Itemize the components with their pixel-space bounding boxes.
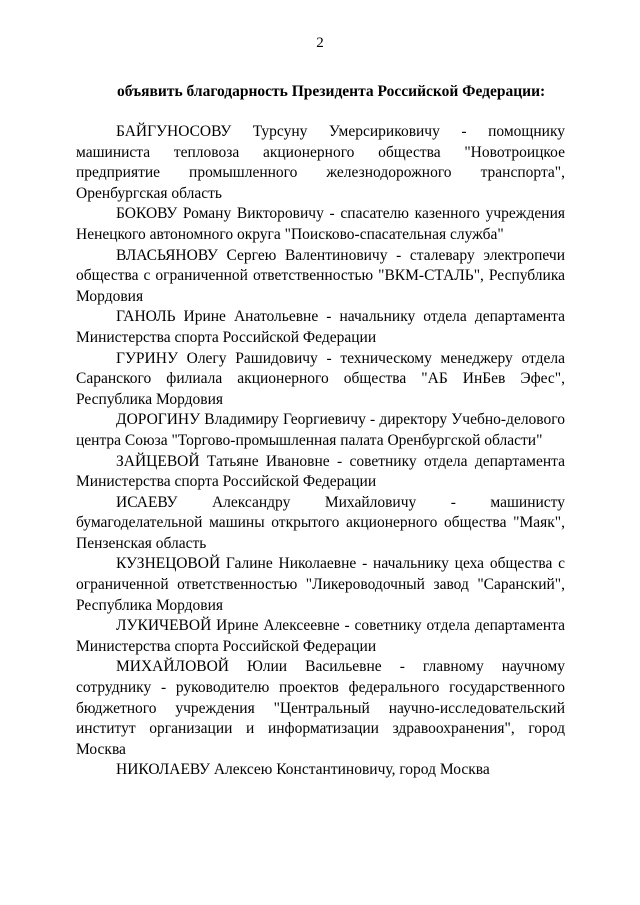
award-entry: ГАНОЛЬ Ирине Анатольевне - начальнику отдела департамента Министерства спорта Российской Федерации [76,308,565,346]
page-number: 2 [316,35,324,51]
award-entry: КУЗНЕЦОВОЙ Галине Николаевне - начальнику цеха общества с ограниченной ответственностью "Ликероводочный завод "Саранский", Республика Мордовия [76,555,565,614]
award-entry: ИСАЕВУ Александру Михайловичу - машинисту бумагоделательной машины открытого акционерного общества "Маяк", Пензенская область [76,493,565,552]
award-entry: ЗАЙЦЕВОЙ Татьяне Ивановне - советнику отдела департамента Министерства спорта Российской Федерации [76,452,565,491]
section-heading: объявить благодарность Президента Российской Федерации: [117,83,546,100]
award-entry: ЛУКИЧЕВОЙ Ирине Алексеевне - советнику отдела департамента Министерства спорта Российской Федерации [76,617,565,655]
award-entry: ВЛАСЬЯНОВУ Сергею Валентиновичу - сталевару электропечи общества с ограниченной ответственностью "ВКМ-СТАЛЬ", Республика Мордовия [76,246,565,305]
award-entry: БОКОВУ Роману Викторовичу - спасателю казенного учреждения Ненецкого автономного округа "Поисково-спасательная служба" [76,205,565,243]
award-entry: ДОРОГИНУ Владимиру Георгиевичу - директору Учебно-делового центра Союза "Торгово-промышленная палата Оренбургской области" [76,411,565,449]
award-list [76,122,565,781]
award-entry: МИХАЙЛОВОЙ Юлии Васильевне - главному научному сотруднику - руководителю проектов федерального государственного бюджетного учреждения "Центральный научно-исследовательский институт организации и информатизации здравоохранения", город Москва [76,658,565,758]
award-entry: НИКОЛАЕВУ Алексею Константиновичу, город Москва [116,761,490,779]
award-entry: БАЙГУНОСОВУ Турсуну Умерсириковичу - помощнику машиниста тепловоза акционерного общества "Новотроицкое предприятие промышленного железнодорожного транспорта", Оренбургская область [76,123,565,202]
award-entry: ГУРИНУ Олегу Рашидовичу - техническому менеджеру отдела Саранского филиала акционерного общества "АБ ИнБев Эфес", Республика Мордовия [76,349,565,408]
